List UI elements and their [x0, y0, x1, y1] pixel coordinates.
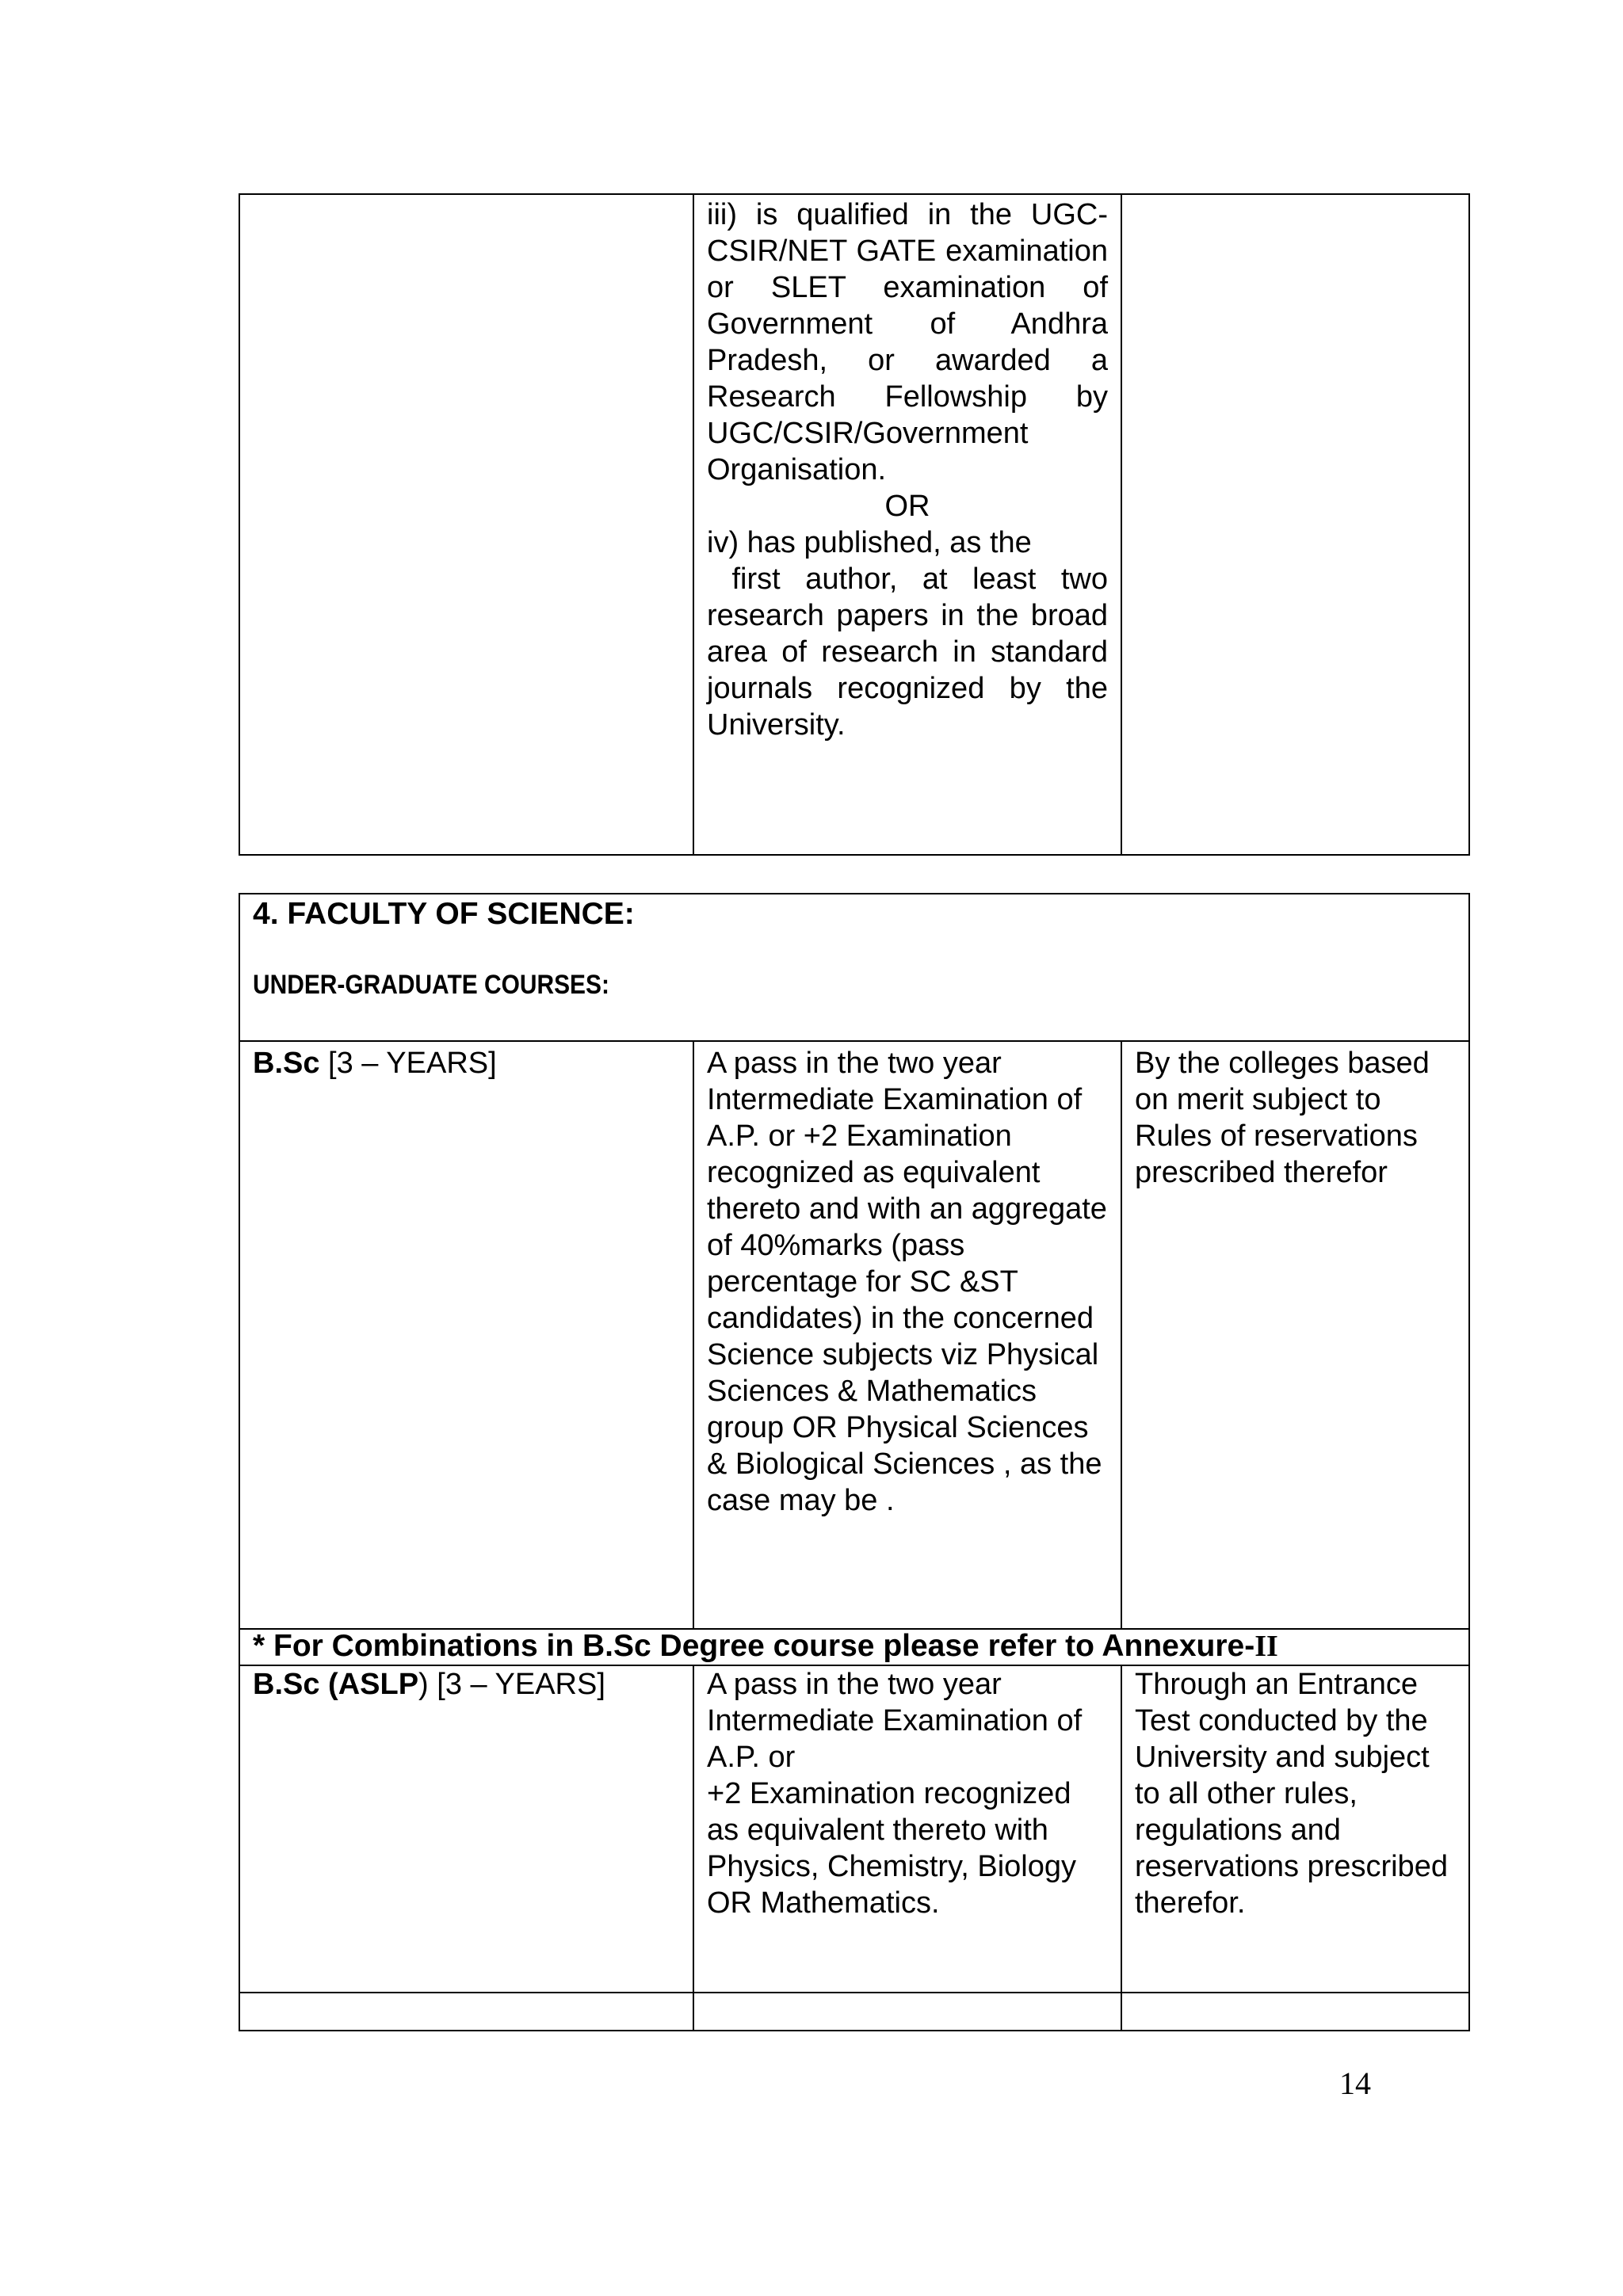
aslp-eligibility-line: A.P. or [707, 1741, 796, 1774]
qualification-iv-text: first author, at least two research papers in the broad area of research in standard journals recognized by the University. [707, 563, 1117, 742]
combinations-note: * For Combinations in B.Sc Degree course please refer to Annexure- [253, 1629, 1255, 1663]
aslp-course-cell [239, 1665, 693, 1993]
aslp-eligibility-cell [693, 1665, 1121, 1993]
aslp-course-duration: ) [3 – YEARS] [418, 1668, 605, 1701]
aslp-eligibility-line: Intermediate Examination of [707, 1704, 1083, 1737]
bsc-course-cell [239, 1041, 693, 1629]
empty-admission-cell [1121, 194, 1469, 855]
aslp-eligibility-line: A pass in the two year [707, 1668, 1002, 1701]
science-table [239, 893, 1470, 2031]
eligibility-cell [693, 194, 1121, 855]
qualification-iv-first-line: iv) has published, as the [707, 526, 1032, 559]
faculty-header-cell [239, 894, 1469, 1041]
ug-courses-subheading: UNDER-GRADUATE COURSES: [253, 970, 609, 1000]
faculty-heading: 4. FACULTY OF SCIENCE: [253, 897, 635, 931]
bsc-admission-cell [1121, 1041, 1469, 1629]
empty-cell [693, 1993, 1121, 2031]
aslp-eligibility-line: +2 Examination recognized [707, 1777, 1071, 1810]
aslp-admission-text: Through an Entrance Test conducted by the University and subject to all other rules, regulations and reservations prescribed therefor. [1135, 1668, 1448, 1920]
bsc-eligibility-text: A pass in the two year Intermediate Examination of A.P. or +2 Examination recognized as equivalent thereto and with an aggregate of 40%marks (pass percentage for SC &ST candidates) in the concerned Science subjects viz Physical Sciences & Mathematics group OR Physical Sciences & Biological Sciences , as the case may be . [707, 1047, 1107, 1517]
bsc-admission-text: By the colleges based on merit subject to Rules of reservations prescribed therefor [1135, 1047, 1430, 1189]
empty-cell [1121, 1993, 1469, 2031]
aslp-eligibility-line: as equivalent thereto with [707, 1814, 1048, 1847]
bsc-course-name: B.Sc [253, 1047, 320, 1080]
empty-course-cell [239, 194, 693, 855]
aslp-eligibility-line: Physics, Chemistry, Biology [707, 1850, 1076, 1883]
aslp-eligibility-line: OR Mathematics. [707, 1886, 940, 1920]
aslp-admission-cell [1121, 1665, 1469, 1993]
aslp-course-name: B.Sc (ASLP [253, 1668, 419, 1701]
qualification-iii-text: iii) is qualified in the UGC-CSIR/NET GATE examination or SLET examination of Government of Andhra Pradesh, or awarded a Research Fellowship by UGC/CSIR/Government Organisation. [707, 198, 1108, 486]
or-separator: OR [884, 490, 930, 523]
continued-table [239, 193, 1470, 856]
bsc-eligibility-cell [693, 1041, 1121, 1629]
page-number: 14 [1339, 2065, 1371, 2101]
combinations-note-cell [239, 1629, 1469, 1665]
empty-cell [239, 1993, 693, 2031]
annexure-roman: II [1254, 1630, 1278, 1663]
bsc-course-duration: [3 – YEARS] [319, 1047, 497, 1080]
